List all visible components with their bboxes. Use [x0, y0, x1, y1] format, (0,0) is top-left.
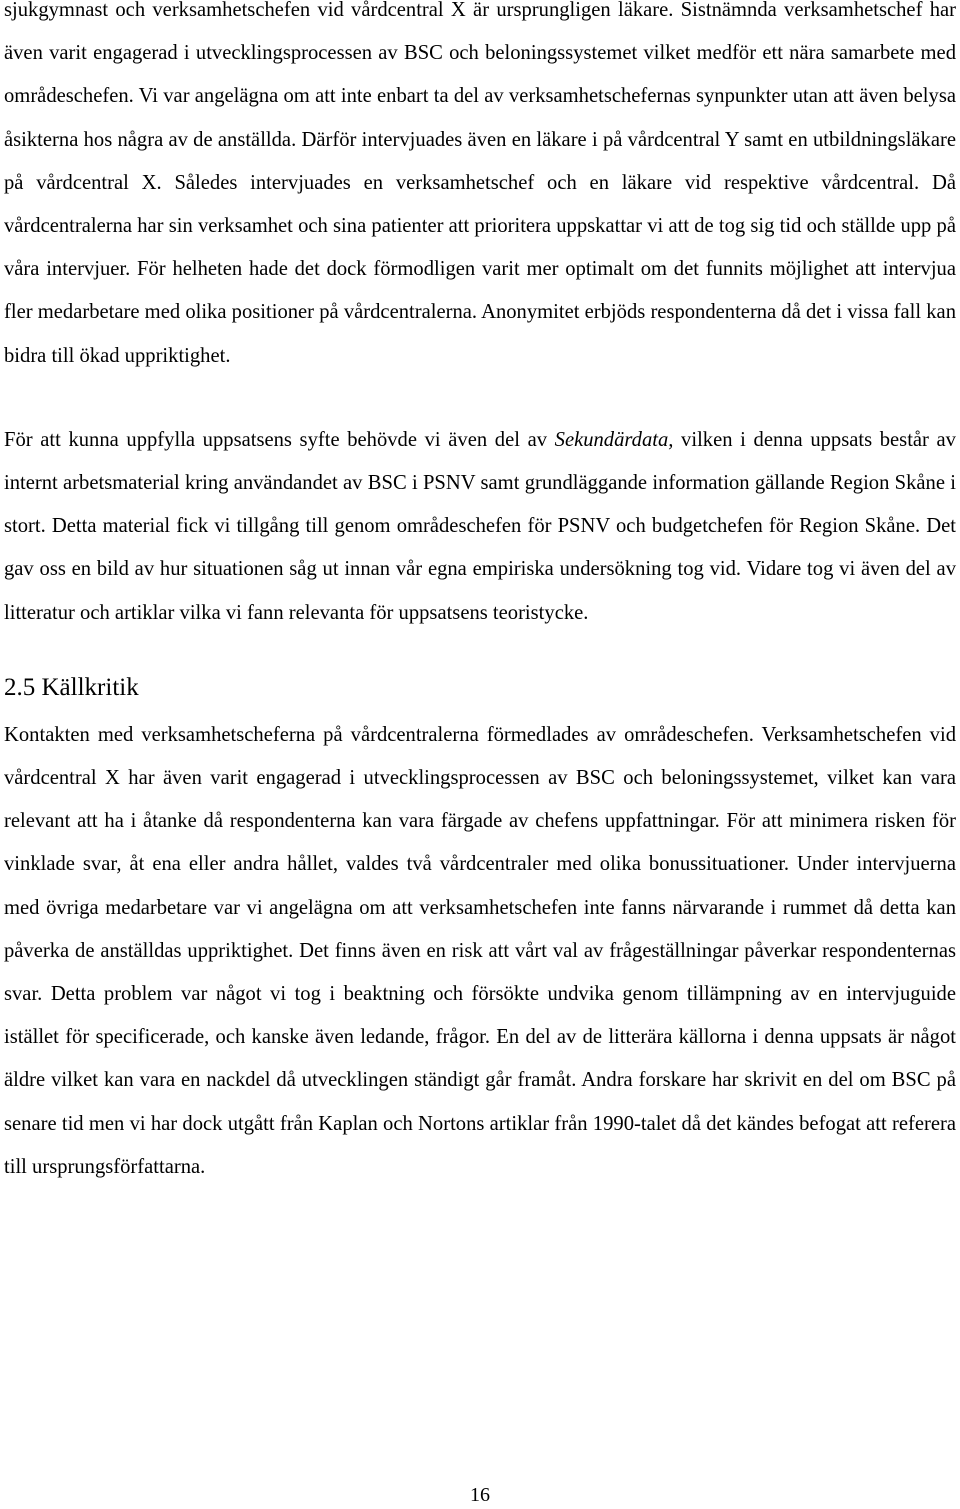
emphasis-term: Sekundärdata,	[554, 428, 674, 451]
paragraph-text: vilken i denna uppsats består av internt arbetsmaterial kring användandet av BSC i PSNV samt grundläggande information gällande Region Skåne i stort. Detta material fick vi tillgång till genom områdeschefen för PSNV och budgetchefen för Region Skåne. Det gav oss en bild av hur situationen såg ut innan vår egna empiriska undersökning tog vid. Vidare tog vi även del av litteratur och artiklar vilka vi fann relevanta för uppsatsens teoristycke.	[4, 428, 956, 624]
section-number: 2.5	[4, 673, 36, 701]
section-title: Källkritik	[41, 673, 139, 701]
paragraph-interviews: sjukgymnast och verksamhetschefen vid vårdcentral X är ursprungligen läkare. Sistnämnda verksamhetschef har även varit engagerad i utvecklingsprocessen av BSC och beloningssystemet vilket medför ett nära samarbete med områdeschefen. Vi var angelägna om att inte enbart ta del av verksamhetschefernas synpunkter utan att även belysa åsikterna hos några av de anställda. Därför intervjuades även en läkare i på vårdcentral Y samt en utbildningsläkare på vårdcentral X. Således intervjuades en verksamhetschef och en läkare vid respektive vårdcentral. Då vårdcentralerna har sin verksamhet och sina patienter att prioritera uppskattar vi att de tog sig tid och ställde upp på våra intervjuer. För helheten hade det dock förmodligen varit mer optimalt om det funnits möjlighet att intervjua fler medarbetare med olika positioner på vårdcentralerna. Anonymitet erbjöds respondenterna då det i vissa fall kan bidra till ökad uppriktighet.	[4, 0, 956, 367]
paragraph-source-criticism: Kontakten med verksamhetscheferna på vårdcentralerna förmedlades av områdeschefen. Verksamhetschefen vid vårdcentral X har även varit engagerad i utvecklingsprocessen av BSC och beloningssystemet, vilket kan vara relevant att ha i åtanke då respondenterna kan vara färgade av chefens uppfattningar. För att minimera risken för vinklade svar, åt ena eller andra hållet, valdes två vårdcentraler med olika bonussituationer. Under intervjuerna med övriga medarbetare var vi angelägna om att verksamhetschefen inte fanns närvarande i rummet då detta kan påverka de anställdas uppriktighet. Det finns även en risk att vårt val av frågeställningar påverkar respondenternas svar. Detta problem var något vi tog i beaktning och försökte undvika genom tillämpning av en intervjuguide istället för specificerade, och kanske även ledande, frågor. En del av de litterära källorna i denna uppsats är något äldre vilket kan vara en nackdel då utvecklingen ständigt går framåt. Andra forskare har skrivit en del om BSC på senare tid men vi har dock utgått från Kaplan och Nortons artiklar från 1990-talet då det kändes befogat att referera till ursprungsförfattarna.	[4, 723, 956, 1178]
paragraph-secondary-data	[4, 419, 956, 635]
section-heading	[4, 671, 956, 705]
page-number: 16	[470, 1484, 490, 1506]
document-page	[4, 0, 956, 1189]
paragraph-text: För att kunna uppfylla uppsatsens syfte behövde vi även del av	[4, 428, 555, 451]
